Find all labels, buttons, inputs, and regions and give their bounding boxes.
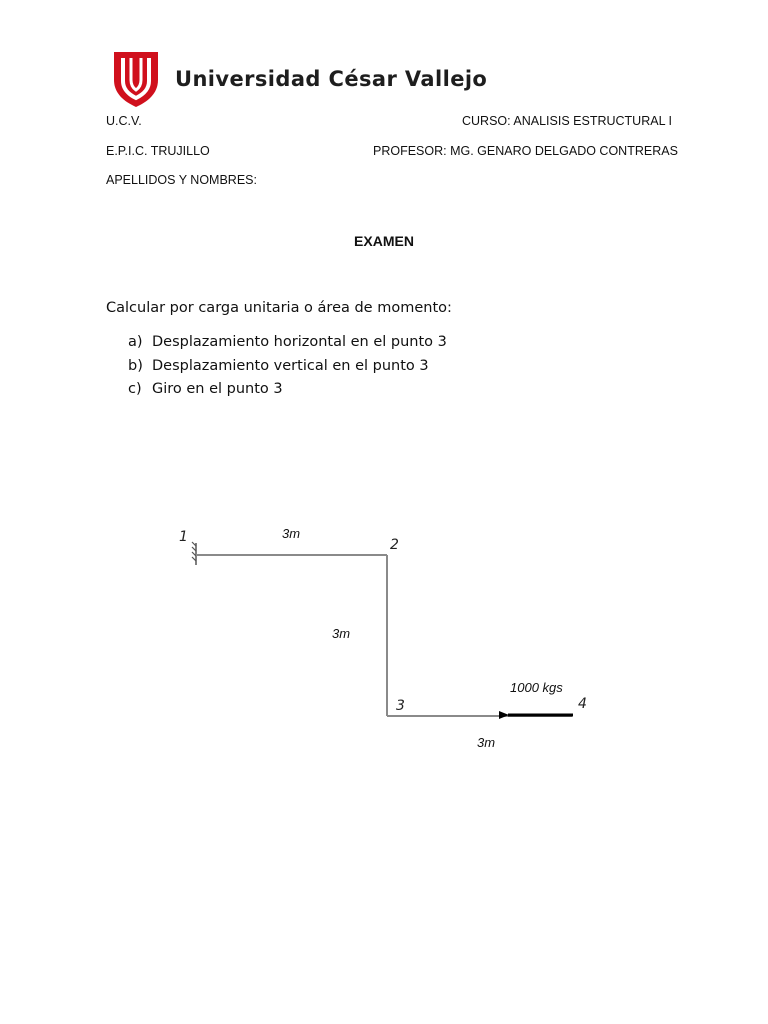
exam-title: EXAMEN xyxy=(354,233,414,249)
node-label-3: 3 xyxy=(396,698,405,714)
question-text: Desplazamiento vertical en el punto 3 xyxy=(152,357,429,374)
question-marker: a) xyxy=(128,334,143,350)
header-course: CURSO: ANALISIS ESTRUCTURAL I xyxy=(462,114,672,128)
question-marker: b) xyxy=(128,357,143,374)
header-student-name-label: APELLIDOS Y NOMBRES: xyxy=(106,173,257,187)
node-label-1: 1 xyxy=(179,529,188,545)
span-label-top: 3m xyxy=(282,526,301,541)
load-label: 1000 kgs xyxy=(510,680,563,695)
fixed-support-icon xyxy=(192,542,196,565)
instructions-text: Calcular por carga unitaria o área de momento: xyxy=(106,300,452,316)
header-ucv: U.C.V. xyxy=(106,114,142,128)
span-label-vertical: 3m xyxy=(332,626,351,641)
question-text: Desplazamiento horizontal en el punto 3 xyxy=(152,334,447,350)
span-label-bottom: 3m xyxy=(477,735,496,750)
question-marker: c) xyxy=(128,381,142,397)
header-professor: PROFESOR: MG. GENARO DELGADO CONTRERAS xyxy=(373,144,678,158)
header-school: E.P.I.C. TRUJILLO xyxy=(106,144,210,158)
node-label-2: 2 xyxy=(390,537,399,553)
university-name: Universidad César Vallejo xyxy=(175,66,488,91)
node-label-4: 4 xyxy=(578,696,587,712)
question-text: Giro en el punto 3 xyxy=(152,381,283,397)
